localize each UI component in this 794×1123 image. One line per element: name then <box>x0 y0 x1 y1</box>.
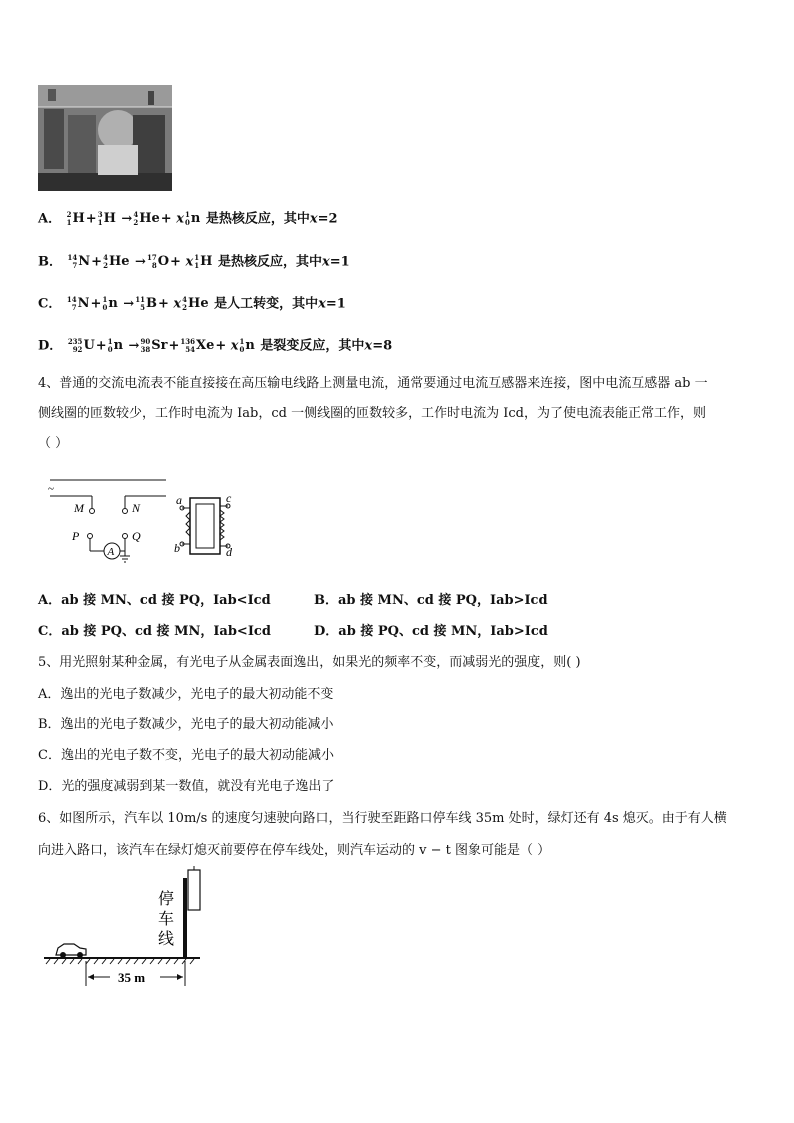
nuclide-n: 1 0 n <box>184 209 201 227</box>
nuclear-facility-photo <box>38 85 172 191</box>
q4-stem-line2: 侧线圈的匝数较少，工作时电流为 Iab，cd 一侧线圈的匝数较多，工作时电流为 Icd，为了使电流表能正常工作，则 <box>38 406 706 421</box>
stop-line-diagram <box>40 866 220 990</box>
sign-char-3: 线 <box>158 929 175 948</box>
nuclide-n14: 14 7 N <box>67 252 91 270</box>
q3-option-d[interactable]: D． 235 92 U+ 1 0 n → 90 38 Sr+ 136 54 Xe+ x 1 0 n 是裂变反应，其中x=8 <box>38 336 393 354</box>
q5-option-d[interactable]: D．光的强度减弱到某一数值，就没有光电子逸出了 <box>38 779 335 794</box>
sign-char-1: 停 <box>158 889 175 908</box>
transformer-diagram <box>40 472 250 564</box>
reaction-arrow: → <box>135 254 146 270</box>
nuclide-o17: 17 8 O <box>146 252 170 270</box>
transformer-circuit-svg <box>40 472 250 564</box>
label-a: a <box>176 493 182 507</box>
nuclide-h3: 3 1 H <box>97 209 116 227</box>
option-letter: B． <box>38 254 62 270</box>
q4-option-c[interactable]: C．ab 接 PQ、cd 接 MN，Iab<Icd <box>38 624 271 639</box>
nuclide-h1: 1 1 H <box>194 252 213 270</box>
q5-option-a[interactable]: A．逸出的光电子数减少，光电子的最大初动能不变 <box>38 687 334 702</box>
ac-tilde-label: ~ <box>48 483 54 495</box>
reaction-arrow: → <box>128 338 140 354</box>
nuclide-b11: 11 5 B <box>135 294 157 312</box>
nuclide-he4: 4 2 He <box>182 294 209 312</box>
reaction-arrow: → <box>121 211 133 227</box>
option-letter: C． <box>38 296 62 312</box>
nuclide-neutron: 1 0 n <box>107 336 124 354</box>
q5-stem: 5、用光照射某种金属，有光电子从金属表面逸出，如果光的频率不变，而减弱光的强度，则( ) <box>38 655 581 670</box>
label-c: c <box>226 491 232 505</box>
nuclide-h2: 2 1 H <box>66 209 85 227</box>
ammeter-label: A <box>107 546 115 558</box>
nuclide-he4: 4 2 He <box>133 209 160 227</box>
nuclide-xe136: 136 54 Xe <box>180 336 215 354</box>
photo-illustration <box>38 85 172 191</box>
distance-label: 35 m <box>118 970 146 985</box>
q3-option-c[interactable]: C． 14 7 N+ 1 0 n → 11 5 B+ x 4 2 He 是人工转变，其中x=1 <box>38 294 346 312</box>
nuclide-u235: 235 92 U <box>67 336 95 354</box>
label-m: M <box>74 501 84 515</box>
nuclide-sr90: 90 38 Sr <box>140 336 168 354</box>
nuclide-n14: 14 7 N <box>66 294 90 312</box>
nuclide-he4: 4 2 He <box>103 252 130 270</box>
nuclide-neutron: 1 0 n <box>102 294 118 312</box>
q3-option-a[interactable]: A． 2 1 H+ 3 1 H → 4 2 He+ x 1 0 n 是热核反应，其中x=2 <box>38 209 338 227</box>
option-letter: A． <box>38 211 62 227</box>
q3-option-b[interactable]: B． 14 7 N+ 4 2 He → 17 8 O+ x 1 1 H 是热核反应，其中x=1 <box>38 252 350 270</box>
q5-option-b[interactable]: B．逸出的光电子数减少，光电子的最大初动能减小 <box>38 717 334 732</box>
label-q: Q <box>132 529 141 543</box>
q4-stem-line1: 4、普通的交流电流表不能直接接在高压输电线路上测量电流，通常要通过电流互感器来连接，图中电流互感器 ab 一 <box>38 376 708 391</box>
label-n: N <box>132 501 141 515</box>
nuclide-neutron: 1 0 n <box>239 336 255 354</box>
reaction-arrow: → <box>123 296 135 312</box>
car-road-svg <box>40 866 220 990</box>
label-b: b <box>174 541 180 555</box>
label-p: P <box>72 529 80 543</box>
q6-stem-line2: 向进入路口，该汽车在绿灯熄灭前要停在停车线处，则汽车运动的 v − t 图象可能是（ ） <box>38 843 551 858</box>
q4-stem-line3: （ ） <box>38 436 69 451</box>
q4-option-d[interactable]: D．ab 接 PQ、cd 接 MN，Iab>Icd <box>314 624 548 639</box>
sign-char-2: 车 <box>158 909 175 928</box>
q5-option-c[interactable]: C．逸出的光电子数不变，光电子的最大初动能减小 <box>38 748 334 763</box>
q6-stem-line1: 6、如图所示，汽车以 10m/s 的速度匀速驶向路口，当行驶至距路口停车线 35m 处时，绿灯还有 4s 熄灭。由于有人横 <box>38 811 727 826</box>
option-letter: D． <box>38 338 63 354</box>
label-d: d <box>226 545 232 559</box>
q4-option-a[interactable]: A．ab 接 MN、cd 接 PQ，Iab<Icd <box>38 593 271 608</box>
q4-option-b[interactable]: B．ab 接 MN、cd 接 PQ，Iab>Icd <box>314 593 548 608</box>
